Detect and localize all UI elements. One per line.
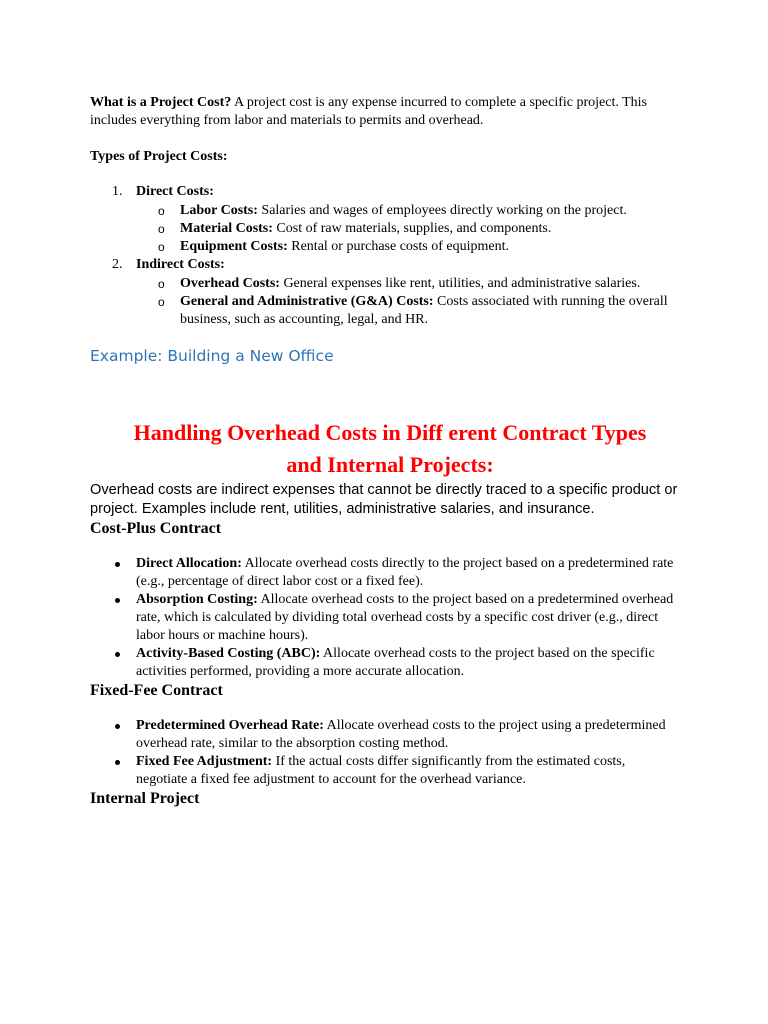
item-term: General and Administrative (G&A) Costs: (180, 294, 434, 309)
item-text: Rental or purchase costs of equipment. (287, 239, 509, 254)
types-label: Direct Costs: (136, 184, 214, 199)
list-item (90, 753, 680, 789)
item-term: Equipment Costs: (180, 239, 288, 254)
cost-plus-heading: Cost-Plus Contract (90, 520, 222, 537)
item-term: Predetermined Overhead Rate: (136, 718, 324, 733)
sub-list-item (136, 238, 680, 256)
bullet-icon (115, 724, 120, 729)
list-item (90, 645, 680, 681)
types-heading (90, 148, 680, 166)
types-list-item-direct (90, 183, 680, 256)
intro-paragraph (90, 94, 680, 130)
circle-bullet-icon: o (158, 277, 165, 291)
bullet-icon (115, 598, 120, 603)
fixed-fee-list (90, 717, 680, 789)
bullet-icon (115, 652, 120, 657)
circle-bullet-icon: o (158, 240, 165, 254)
item-text: Salaries and wages of employees directly working on the project. (257, 203, 627, 218)
item-text: General expenses like rent, utilities, and administrative salaries. (279, 276, 641, 291)
cost-plus-list (90, 555, 680, 681)
item-term: Absorption Costing: (136, 592, 258, 607)
list-number: 1. (112, 184, 123, 199)
internal-project-heading: Internal Project (90, 790, 200, 807)
item-text: Costs associated with running the overall business, such as accounting, legal, and HR. (180, 294, 668, 327)
types-heading-text: Types of Project Costs: (90, 149, 228, 164)
sub-list-item (136, 220, 680, 238)
example-heading: Example: Building a New Office (90, 347, 334, 365)
main-heading-line1: Handling Overhead Costs in Diff erent Contract Types (133, 420, 647, 445)
sub-list-item (136, 202, 680, 220)
circle-bullet-icon: o (158, 295, 165, 309)
item-term: Material Costs: (180, 221, 273, 236)
item-text: Allocate overhead costs to the project based on a predetermined overhead rate, which is calculated by dividing total overhead costs by a specific cost driver (e.g., direct labor hours or machine hours). (136, 592, 674, 643)
overhead-description: Overhead costs are indirect expenses that cannot be directly traced to a specific product or project. Examples include rent, utilities, administrative salaries, and insurance. (90, 482, 678, 517)
types-label: Indirect Costs: (136, 257, 225, 272)
item-term: Labor Costs: (180, 203, 258, 218)
direct-costs-sublist (136, 202, 680, 256)
item-term: Activity-Based Costing (ABC): (136, 646, 321, 661)
list-item (90, 717, 680, 753)
circle-bullet-icon: o (158, 222, 165, 236)
item-term: Fixed Fee Adjustment: (136, 754, 273, 769)
item-text: Allocate overhead costs directly to the project based on a predetermined rate (e.g., percentage of direct labor cost or a fixed fee). (136, 556, 674, 589)
indirect-costs-sublist (136, 275, 680, 329)
item-text: Cost of raw materials, supplies, and components. (272, 221, 552, 236)
types-list-item-indirect (90, 256, 680, 329)
intro-term: What is a Project Cost? (90, 95, 232, 110)
bullet-icon (115, 760, 120, 765)
sub-list-item (136, 275, 680, 293)
main-heading-line2: and Internal Projects: (286, 452, 494, 477)
item-term: Overhead Costs: (180, 276, 280, 291)
list-number: 2. (112, 257, 123, 272)
fixed-fee-heading: Fixed-Fee Contract (90, 682, 223, 699)
item-term: Direct Allocation: (136, 556, 242, 571)
item-text: If the actual costs differ significantly from the estimated costs, negotiate a fixed fee adjustment to account for the overhead variance. (136, 754, 626, 787)
item-text: Allocate overhead costs to the project using a predetermined overhead rate, similar to the absorption costing method. (136, 718, 666, 751)
document-page (90, 94, 680, 809)
item-text: Allocate overhead costs to the project based on the specific activities performed, providing a more accurate allocation. (136, 646, 655, 679)
bullet-icon (115, 562, 120, 567)
types-list (90, 183, 680, 329)
list-item (90, 591, 680, 645)
main-heading (90, 417, 690, 481)
intro-text: A project cost is any expense incurred to complete a specific project. This includes everything from labor and materials to permits and overhead. (90, 95, 648, 128)
circle-bullet-icon: o (158, 204, 165, 218)
list-item (90, 555, 680, 591)
sub-list-item (136, 293, 680, 329)
